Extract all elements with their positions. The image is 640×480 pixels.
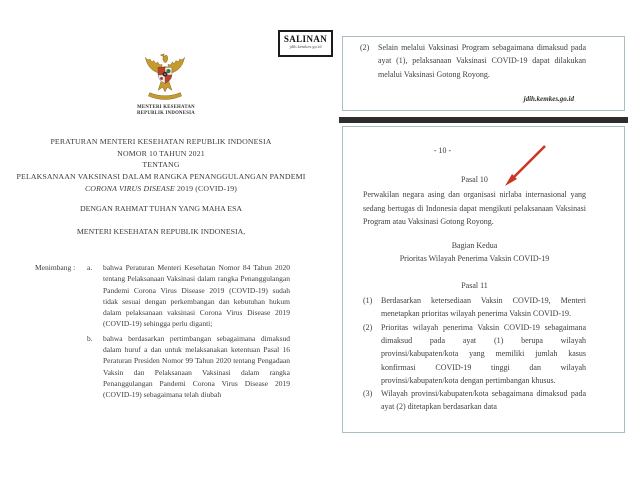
- right-top-page-fragment: [342, 36, 625, 111]
- red-arrow-icon: [501, 141, 553, 189]
- pasal-11-marker-3: (3): [363, 389, 373, 399]
- ministry-name-line2: REPUBLIK INDONESIA: [137, 110, 195, 116]
- ayat-2-item: [360, 41, 586, 81]
- considering-label-spacer: [35, 333, 87, 401]
- pasal-11-text-1: Berdasarkan ketersediaan Vaksin COVID-19, Menteri menetapkan prioritas wilayah penerima Vaksin COVID-19.: [381, 296, 586, 319]
- regulation-about-label: TENTANG: [142, 160, 180, 170]
- motto-line: DENGAN RAHMAT TUHAN YANG MAHA ESA: [79, 204, 243, 213]
- considering-item-a: [35, 262, 290, 330]
- pasal-11-heading: Pasal 11: [461, 280, 488, 290]
- garuda-pancasila-icon: [142, 49, 188, 104]
- section-heading: [363, 239, 586, 266]
- disease-year: 2019 (COVID-19): [176, 183, 238, 193]
- pasal-11-item-3: [363, 387, 586, 414]
- salinan-stamp-title: SALINAN: [283, 34, 328, 44]
- page-number: - 10 -: [433, 146, 452, 155]
- salinan-stamp-subtitle: jdih.kemkes.go.id: [289, 44, 322, 49]
- considering-label: Menimbang :: [35, 263, 76, 272]
- considering-marker-b: b.: [87, 333, 93, 343]
- jdih-footer: jdih.kemkes.go.id: [523, 94, 574, 103]
- salinan-stamp: [278, 30, 333, 57]
- considering-item-b: [35, 333, 290, 401]
- ministry-name-line1: MENTERI KESEHATAN: [137, 105, 195, 110]
- regulation-title-line1: PERATURAN MENTERI KESEHATAN REPUBLIK INDONESIA: [50, 137, 272, 146]
- pasal-11-marker-1: (1): [363, 296, 373, 306]
- pasal-10-heading: Pasal 10: [461, 175, 488, 184]
- considering-text-a: bahwa Peraturan Menteri Kesehatan Nomor 84 Tahun 2020 tentang Pelaksanaan Vaksinasi dalam rangka Penanggulangan Pandemi Corona Virus Disease 2019 (COVID-19) sudah tidak sesuai dengan perkembangan dan kebutuhan hukum dalam pelaksanaan vaksinasi Corona Virus Disease 2019 (COVID-19) sehingga perlu diganti;: [103, 263, 290, 329]
- regulation-subject-line2: [14, 183, 308, 195]
- regulation-title: [14, 136, 308, 195]
- considering-marker-a: a.: [87, 263, 93, 272]
- pasal-10-text: Perwakilan negara asing dan organisasi nirlaba internasional yang sedang bertugas di Indonesia dapat mengikuti pelaksanaan Vaksinasi Program atau Vaksinasi Gotong Royong.: [363, 190, 586, 226]
- considering-section: [35, 262, 290, 401]
- pasal-11-item-2: [363, 321, 586, 387]
- pasal-11-item-1: [363, 294, 586, 321]
- pasal-11-marker-2: (2): [363, 322, 373, 332]
- section-heading-line2: Prioritas Wilayah Penerima Vaksin COVID-19: [399, 254, 550, 264]
- page-divider-bar: [339, 117, 628, 123]
- considering-text-b: bahwa berdasarkan pertimbangan sebagaimana dimaksud dalam huruf a dan untuk melaksanakan ketentuan Pasal 16 Peraturan Presiden Nomor 99 Tahun 2020 tentang Pengadaan Vaksin dan Pelaksanaan Vaksinasi dalam rangka Penanggulangan Pandemi Corona Virus Disease 2019 (COVID-19) sebagaimana telah diubah: [103, 333, 290, 400]
- minister-opener-line: MENTERI KESEHATAN REPUBLIK INDONESIA,: [76, 227, 246, 236]
- ayat-2-marker: (2): [360, 43, 370, 52]
- disease-name-italic: CORONA VIRUS DISEASE: [84, 183, 175, 193]
- ministry-name: [103, 105, 229, 117]
- pasal-11-text-2: Prioritas wilayah penerima Vaksin COVID-19 sebagaimana dimaksud pada ayat (1) berupa wilayah provinsi/kabupaten/kota yang memiliki jumlah kasus konfirmasi COVID-19 tinggi dan wilayah provinsi/kabupaten/kota dengan pertimbangan khusus.: [381, 322, 586, 385]
- regulation-subject: PELAKSANAAN VAKSINASI DALAM RANGKA PENANGGULANGAN PANDEMI: [16, 172, 306, 182]
- ayat-2-text: Selain melalui Vaksinasi Program sebagaimana dimaksud pada ayat (1), pelaksanaan Vaksinasi COVID-19 dapat dilakukan melalui Vaksinasi Gotong Royong.: [378, 43, 586, 79]
- right-bottom-page-fragment: [342, 126, 625, 433]
- section-heading-line1: Bagian Kedua: [451, 241, 498, 251]
- pasal-11-text-3: Wilayah provinsi/kabupaten/kota sebagaimana dimaksud pada ayat (2) ditetapkan berdasarkan data: [381, 389, 586, 412]
- pasal-11-list: [363, 294, 586, 414]
- regulation-number: NOMOR 10 TAHUN 2021: [117, 148, 205, 158]
